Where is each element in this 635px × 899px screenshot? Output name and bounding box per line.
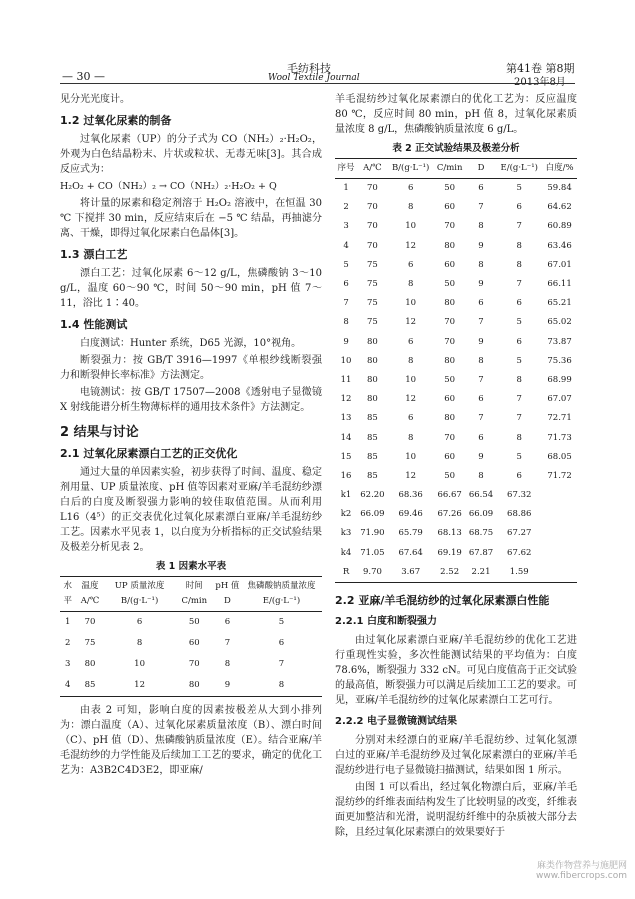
table-cell: 67.64 bbox=[398, 547, 423, 558]
table-cell: 68.86 bbox=[507, 509, 532, 520]
table-cell: 85 bbox=[367, 432, 378, 443]
table-cell: 70 bbox=[367, 183, 378, 194]
table-cell: 59.84 bbox=[547, 183, 572, 194]
table-cell: 70 bbox=[367, 221, 378, 232]
table-1-header: 温度 A/℃ bbox=[76, 577, 105, 612]
table-cell: 5 bbox=[516, 451, 522, 462]
table-row bbox=[335, 467, 577, 486]
table-cell: 67.62 bbox=[507, 547, 532, 558]
table-row bbox=[60, 633, 322, 654]
table-cell: 50 bbox=[444, 374, 456, 385]
section-1-2-heading: 1.2 过氧化尿素的制备 bbox=[60, 114, 172, 127]
table-cell: 5 bbox=[343, 259, 349, 270]
table-cell: 6 bbox=[407, 336, 414, 347]
table-cell: 6 bbox=[407, 259, 414, 270]
table-1-header: pH 值 D bbox=[214, 577, 241, 612]
table-row bbox=[335, 179, 577, 199]
section-2-2-2-heading: 2.2.2 电子显微镜测试结果 bbox=[335, 715, 457, 727]
table-cell: 12 bbox=[104, 675, 174, 697]
table-cell: 68.05 bbox=[547, 451, 572, 462]
table-cell: 60 bbox=[444, 394, 456, 405]
table-cell: k3 bbox=[340, 528, 352, 539]
table-cell: 71.73 bbox=[547, 432, 572, 443]
table-cell: 66.67 bbox=[437, 490, 462, 501]
table-cell: 66.11 bbox=[547, 279, 572, 290]
section-2-2-2-para-1: 分别对未经漂白的亚麻/羊毛混纺纱、过氧化氢漂白过的亚麻/羊毛混纺纱及过氧化尿素漂白的亚麻/羊毛混纺纱进行电子显微镜扫描测试，结果如图 1 所示。 bbox=[335, 734, 577, 776]
table-cell: 69.46 bbox=[398, 509, 423, 520]
table-cell: 60 bbox=[444, 202, 456, 213]
section-2-2-1-heading: 2.2.1 白度和断裂强力 bbox=[335, 615, 437, 627]
table-cell: R bbox=[335, 563, 357, 583]
table-cell: 7 bbox=[278, 659, 285, 669]
table-cell: 50 bbox=[444, 470, 456, 481]
section-1-2-para-1: 过氧化尿素（UP）的分子式为 CO（NH₂）₂·H₂O₂，外观为白色结晶粉末、片状或粒状、无毒无味[3]。其合成反应式为： bbox=[60, 134, 322, 175]
table-cell: 60 bbox=[444, 451, 456, 462]
watermark-line-1: 麻类作物营养与施肥网 bbox=[536, 861, 627, 871]
table-cell: 6 bbox=[407, 413, 414, 424]
table-row bbox=[335, 275, 577, 294]
table-cell: 6 bbox=[278, 638, 285, 648]
table-cell: 12 bbox=[405, 394, 417, 405]
table-cell: 80 bbox=[444, 240, 456, 251]
table-cell: 80 bbox=[444, 298, 456, 309]
section-2-2-2-para-2: 由图 1 可以看出，经过氧化物漂白后，亚麻/羊毛混纺纱的纤维表面结构发生了比较明显的改变，纤维表面更加整洁和光滑，说明混纺纤维中的杂质被大部分去除，且经过氧化尿素漂白的效果要好于 bbox=[335, 781, 577, 838]
table-cell: 5 bbox=[516, 355, 522, 366]
table-row bbox=[335, 409, 577, 428]
table-cell: 8 bbox=[516, 374, 522, 385]
table-cell: 2.52 bbox=[434, 563, 466, 583]
table-cell: 8 bbox=[407, 355, 414, 366]
table-cell: 67.07 bbox=[547, 394, 572, 405]
table-2-header: C/min bbox=[434, 159, 466, 179]
table-cell: 10 bbox=[134, 659, 145, 669]
table-cell: 60 bbox=[188, 638, 200, 648]
table-cell: 65.21 bbox=[547, 298, 572, 309]
table-cell: 6 bbox=[343, 279, 349, 290]
table-row bbox=[335, 505, 577, 524]
table-cell: 7 bbox=[516, 221, 522, 232]
table-2-header: 白度/% bbox=[542, 159, 577, 179]
table-cell: 15 bbox=[340, 451, 352, 462]
table-cell: 50 bbox=[444, 279, 456, 290]
table-cell: 2 bbox=[343, 202, 349, 213]
table-cell: 3 bbox=[343, 221, 349, 232]
table-cell: 75 bbox=[367, 279, 378, 290]
section-1-4-heading: 1.4 性能测试 bbox=[60, 318, 128, 331]
table-cell: 80 bbox=[175, 675, 214, 697]
table-cell: 68.75 bbox=[468, 528, 494, 539]
table-cell: 65.02 bbox=[547, 317, 572, 328]
table-cell: 10 bbox=[405, 451, 417, 462]
table-1-header: 焦磷酸钠质量浓度 E/(g·L⁻¹) bbox=[241, 577, 322, 612]
table-cell: 8 bbox=[343, 317, 349, 328]
table-row bbox=[335, 486, 577, 505]
section-1-3-heading: 1.3 漂白工艺 bbox=[60, 248, 128, 261]
table-2-header: E/(g·L⁻¹) bbox=[496, 159, 542, 179]
table-cell: 50 bbox=[188, 617, 200, 627]
table-cell: 12 bbox=[405, 317, 417, 328]
table-cell: 16 bbox=[340, 470, 352, 481]
table-cell: 70 bbox=[444, 221, 456, 232]
optimized-process-para: 羊毛混纺纱过氧化尿素漂白的优化工艺为：反应温度 80 ℃，反应时间 80 min，pH 值 8，过氧化尿素质量浓度 8 g/L，焦磷酸钠质量浓度 6 g/L。 bbox=[335, 94, 577, 135]
table-cell: 8 bbox=[478, 355, 484, 366]
table-cell: 70 bbox=[444, 336, 456, 347]
table-cell: 62.20 bbox=[360, 490, 385, 501]
section-2-2-1-para: 由过氧化尿素漂白亚麻/羊毛混纺纱的优化工艺进行重现性实验，多次性能测试结果的平均值为：白度 78.6%，断裂强力 332 cN。可见白度值高于正交试验的最高值，断裂强力可以满足后续加工工艺的要求。可见，亚麻/羊毛混纺纱的过氧化尿素漂白工艺可行。 bbox=[335, 634, 577, 706]
table-cell: 1.59 bbox=[496, 563, 542, 583]
table-cell: 6 bbox=[516, 202, 522, 213]
table-row bbox=[60, 654, 322, 675]
section-2-heading: 2 结果与讨论 bbox=[60, 425, 139, 440]
table-cell: 4 bbox=[60, 675, 76, 697]
table-cell: 69.19 bbox=[437, 547, 462, 558]
table-cell: 9 bbox=[478, 451, 484, 462]
table-cell: 85 bbox=[367, 470, 378, 481]
table-cell: 10 bbox=[405, 221, 417, 232]
table-cell: 75 bbox=[84, 638, 96, 648]
table-cell: 72.71 bbox=[547, 413, 572, 424]
table-cell: 8 bbox=[516, 259, 522, 270]
table-cell: 75 bbox=[367, 259, 378, 270]
table-1-header: UP 质量浓度 B/(g·L⁻¹) bbox=[104, 577, 174, 612]
table-cell: 9 bbox=[478, 279, 484, 290]
table-row bbox=[335, 217, 577, 236]
table-cell bbox=[542, 544, 577, 563]
table-cell: 80 bbox=[444, 413, 456, 424]
right-column bbox=[335, 92, 577, 842]
table-2-caption: 表 2 正交试验结果及极差分析 bbox=[392, 143, 520, 154]
table-cell: 8 bbox=[136, 638, 143, 648]
table-1 bbox=[60, 576, 322, 697]
table-cell: 7 bbox=[516, 413, 522, 424]
publish-date: 2013年8月 bbox=[514, 77, 566, 88]
table-cell: 9 bbox=[214, 675, 241, 697]
table-cell: 10 bbox=[405, 298, 417, 309]
table-cell: 60.89 bbox=[547, 221, 572, 232]
table-cell: 67.87 bbox=[468, 547, 494, 558]
table-cell: 67.26 bbox=[437, 509, 462, 520]
table-1-header: 水平 bbox=[60, 577, 76, 612]
table-cell: 3 bbox=[65, 659, 71, 669]
table-row bbox=[335, 256, 577, 275]
table-cell: 8 bbox=[407, 279, 414, 290]
table-cell: 67.32 bbox=[507, 490, 532, 501]
section-2-1-para: 通过大量的单因素实验，初步获得了时间、温度、稳定剂用量、UP 质量浓度、pH 值等因素对亚麻/羊毛混纺纱漂白后的白度及断裂强力影响的较佳取值范围。从而利用 L16（4⁵）的正交表优化过氧化尿素漂白亚麻/羊毛混纺纱工艺。因素水平见表 1，以白度为分析指标的正交试验结果及极差分析见表 2。 bbox=[60, 467, 322, 553]
watermark bbox=[536, 858, 627, 881]
reaction-formula: H₂O₂ + CO（NH₂）₂ → CO（NH₂）₂·H₂O₂ + Q bbox=[60, 181, 277, 192]
table-cell: 10 bbox=[340, 355, 352, 366]
table-cell: 60 bbox=[444, 259, 456, 270]
table-2 bbox=[335, 158, 577, 583]
table-cell: 7 bbox=[478, 317, 484, 328]
table-row bbox=[335, 563, 577, 583]
table-cell: 80 bbox=[367, 336, 378, 347]
section-1-3-para: 漂白工艺：过氧化尿素 6～12 g/L，焦磷酸钠 3～10 g/L，温度 60～90 ℃，时间 50～90 min，pH 值 7～11，浴比 1∶40。 bbox=[60, 268, 322, 309]
table-cell: 73.87 bbox=[547, 336, 572, 347]
section-2-2-heading: 2.2 亚麻/羊毛混纺纱的过氧化尿素漂白性能 bbox=[335, 593, 550, 607]
table-cell: 8 bbox=[407, 202, 414, 213]
header-rule bbox=[60, 83, 575, 84]
table-cell: 7 bbox=[478, 413, 484, 424]
table-cell: 1 bbox=[343, 183, 349, 194]
table-cell: 66.54 bbox=[468, 490, 494, 501]
table-cell: 8 bbox=[516, 432, 522, 443]
table-cell: 6 bbox=[478, 183, 484, 194]
section-1-2-para-2: 将计量的尿素和稳定剂溶于 H₂O₂ 溶液中，在恒温 30 ℃ 下搅拌 30 min，反应结束后在 −5 ℃ 结晶，再抽滤分离、干燥，即得过氧化尿素白色晶体[3]。 bbox=[60, 198, 322, 239]
table-row bbox=[335, 313, 577, 332]
table-cell: 3.67 bbox=[388, 563, 434, 583]
table-2-header: 序号 bbox=[335, 159, 357, 179]
table-cell: 80 bbox=[84, 659, 96, 669]
table-cell: 68.13 bbox=[437, 528, 462, 539]
table-cell: 63.46 bbox=[547, 240, 572, 251]
table-row bbox=[335, 371, 577, 390]
table-cell: 5 bbox=[516, 317, 522, 328]
table-cell: 12 bbox=[340, 394, 352, 405]
table-cell: 70 bbox=[367, 240, 378, 251]
table-cell: 4 bbox=[343, 240, 349, 251]
table-1-header: 时间 C/min bbox=[175, 577, 214, 612]
whiteness-test-para: 白度测试：Hunter 系统，D65 光源，10°视角。 bbox=[80, 338, 302, 349]
table-cell bbox=[542, 486, 577, 505]
table-cell: 7 bbox=[516, 279, 522, 290]
table-cell: 71.90 bbox=[360, 528, 385, 539]
journal-english-title: Wool Textile Journal bbox=[268, 73, 360, 83]
table-cell bbox=[542, 524, 577, 543]
table-cell: 80 bbox=[444, 355, 456, 366]
table-cell: 8 bbox=[516, 240, 522, 251]
table-row bbox=[335, 352, 577, 371]
table-row bbox=[60, 612, 322, 634]
table-cell: 65.79 bbox=[398, 528, 423, 539]
table-row bbox=[335, 333, 577, 352]
table-cell: 5 bbox=[278, 617, 285, 627]
table-cell: 7 bbox=[343, 298, 349, 309]
table-cell: 85 bbox=[367, 451, 378, 462]
table-cell: 66.09 bbox=[360, 509, 385, 520]
table-cell: 85 bbox=[367, 413, 378, 424]
table-cell: 8 bbox=[478, 221, 484, 232]
table-cell: 75 bbox=[367, 298, 378, 309]
table-cell: 6 bbox=[136, 617, 143, 627]
table-row bbox=[335, 294, 577, 313]
table-cell: 9.70 bbox=[357, 563, 388, 583]
table-row bbox=[335, 448, 577, 467]
table-row bbox=[335, 544, 577, 563]
table-cell: 6 bbox=[478, 432, 484, 443]
table-cell: 67.01 bbox=[547, 259, 572, 270]
table-cell: 10 bbox=[405, 374, 417, 385]
table-cell: 8 bbox=[407, 432, 414, 443]
table-cell: 67.27 bbox=[507, 528, 532, 539]
table-cell: 7 bbox=[478, 374, 484, 385]
table-cell: 64.62 bbox=[547, 202, 572, 213]
table-cell: 8 bbox=[478, 470, 484, 481]
table-row bbox=[335, 390, 577, 409]
section-2-1-conclusion: 由表 2 可知，影响白度的因素按极差从大到小排列为：漂白温度（A）、过氧化尿素质量浓度（B）、漂白时间（C）、pH 值（D）、焦磷酸钠质量浓度（E）。结合亚麻/羊毛混纺纱的力学性能及后续加工工艺的要求，确定的优化工艺为：A3B2C4D3E2，即亚麻/ bbox=[60, 705, 322, 776]
journal-title: 毛纺科技 bbox=[287, 62, 331, 75]
table-cell: 2 bbox=[65, 638, 71, 648]
table-cell: k4 bbox=[340, 547, 352, 558]
table-cell: 80 bbox=[367, 394, 378, 405]
page-number: — 30 — bbox=[62, 70, 105, 83]
table-row bbox=[335, 428, 577, 447]
table-cell: 6 bbox=[407, 183, 414, 194]
table-cell: 7 bbox=[478, 202, 484, 213]
table-cell: 2.21 bbox=[466, 563, 497, 583]
table-cell: 70 bbox=[188, 659, 200, 669]
table-cell: 7 bbox=[224, 638, 231, 648]
section-2-1-heading: 2.1 过氧化尿素漂白工艺的正交优化 bbox=[60, 447, 238, 460]
table-cell: 6 bbox=[516, 470, 522, 481]
table-row bbox=[335, 237, 577, 256]
watermark-line-2: www.fibercrops.com bbox=[536, 871, 627, 881]
table-cell: 9 bbox=[478, 240, 484, 251]
table-cell: 8 bbox=[224, 659, 231, 669]
table-cell: 71.05 bbox=[360, 547, 385, 558]
table-cell: 9 bbox=[343, 336, 349, 347]
table-cell: 12 bbox=[405, 240, 417, 251]
table-cell: 68.36 bbox=[398, 490, 423, 501]
em-test-para: 电镜测试：按 GB/T 17507—2008《透射电子显微镜 X 射线能谱分析生物薄标样的通用技术条件》方法测定。 bbox=[60, 387, 322, 413]
table-cell: 6 bbox=[478, 394, 484, 405]
table-cell: 12 bbox=[405, 470, 417, 481]
table-cell: 8 bbox=[241, 675, 322, 697]
intro-line: 见分光光度计。 bbox=[60, 94, 130, 105]
table-cell bbox=[542, 563, 577, 583]
table-row bbox=[335, 198, 577, 217]
table-cell: 50 bbox=[444, 183, 456, 194]
table-cell: 6 bbox=[516, 336, 522, 347]
table-cell: 6 bbox=[478, 298, 484, 309]
table-cell: 75.36 bbox=[547, 355, 572, 366]
table-cell: 70 bbox=[84, 617, 96, 627]
table-cell: 6 bbox=[516, 298, 522, 309]
table-cell: 70 bbox=[444, 432, 456, 443]
table-cell: 1 bbox=[65, 617, 71, 627]
table-cell bbox=[542, 505, 577, 524]
table-cell: 71.72 bbox=[547, 470, 572, 481]
table-cell: 5 bbox=[516, 183, 522, 194]
table-row bbox=[335, 524, 577, 543]
table-cell: 6 bbox=[224, 617, 231, 627]
table-cell: 7 bbox=[516, 394, 522, 405]
table-cell: k1 bbox=[340, 490, 352, 501]
volume-issue: 第41卷 第8期 bbox=[506, 62, 575, 75]
table-cell: 68.99 bbox=[547, 374, 572, 385]
table-row bbox=[60, 675, 322, 697]
table-cell: 80 bbox=[367, 374, 378, 385]
left-column bbox=[60, 92, 322, 780]
table-1-caption: 表 1 因素水平表 bbox=[155, 561, 227, 572]
table-cell: 75 bbox=[367, 317, 378, 328]
table-2-header: A/℃ bbox=[357, 159, 388, 179]
table-cell: 70 bbox=[367, 202, 378, 213]
table-cell: 14 bbox=[340, 432, 352, 443]
table-cell: 85 bbox=[76, 675, 105, 697]
breaking-strength-para: 断裂强力：按 GB/T 3916—1997《单根纱线断裂强力和断裂伸长率标准》方法测定。 bbox=[60, 355, 322, 381]
table-cell: 80 bbox=[367, 355, 378, 366]
table-cell: k2 bbox=[340, 509, 352, 520]
table-cell: 9 bbox=[478, 336, 484, 347]
table-2-header: B/(g·L⁻¹) bbox=[388, 159, 434, 179]
table-2-header: D bbox=[466, 159, 497, 179]
table-cell: 8 bbox=[478, 259, 484, 270]
table-cell: 66.09 bbox=[468, 509, 494, 520]
table-cell: 70 bbox=[444, 317, 456, 328]
table-cell: 11 bbox=[340, 374, 352, 385]
table-cell: 13 bbox=[340, 413, 352, 424]
